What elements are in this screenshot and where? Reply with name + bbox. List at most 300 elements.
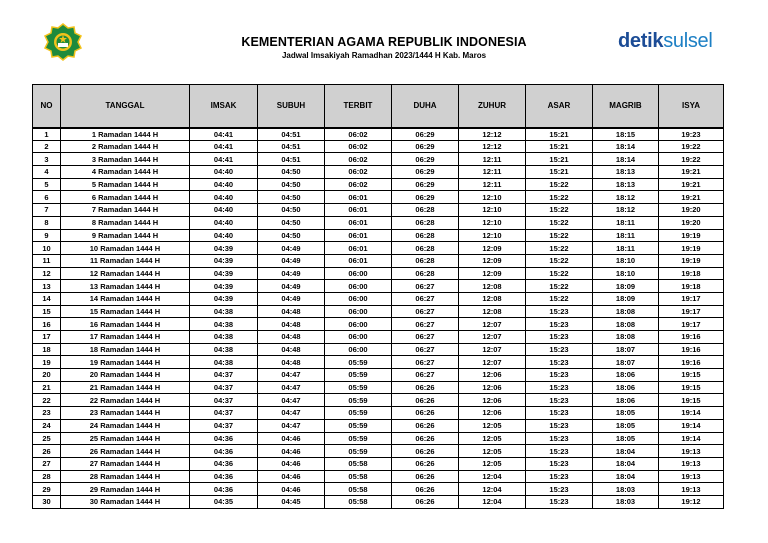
table-row (33, 229, 724, 242)
cell-subuh: 04:48 (258, 318, 325, 331)
cell-tanggal: 15 Ramadan 1444 H (61, 305, 190, 318)
cell-tanggal: 27 Ramadan 1444 H (61, 457, 190, 470)
cell-terbit: 05:59 (325, 419, 392, 432)
cell-isya: 19:15 (659, 381, 724, 394)
cell-no: 19 (33, 356, 61, 369)
cell-zuhur: 12:08 (459, 280, 526, 293)
cell-subuh: 04:50 (258, 191, 325, 204)
cell-no: 2 (33, 140, 61, 153)
cell-duha: 06:29 (392, 178, 459, 191)
cell-duha: 06:26 (392, 419, 459, 432)
table-row (33, 407, 724, 420)
cell-no: 23 (33, 407, 61, 420)
cell-magrib: 18:03 (593, 483, 659, 496)
cell-tanggal: 24 Ramadan 1444 H (61, 419, 190, 432)
cell-asar: 15:22 (526, 216, 593, 229)
cell-no: 18 (33, 343, 61, 356)
cell-zuhur: 12:09 (459, 267, 526, 280)
cell-subuh: 04:48 (258, 331, 325, 344)
cell-asar: 15:23 (526, 432, 593, 445)
cell-duha: 06:28 (392, 229, 459, 242)
cell-no: 28 (33, 470, 61, 483)
cell-tanggal: 8 Ramadan 1444 H (61, 216, 190, 229)
cell-imsak: 04:36 (190, 445, 258, 458)
cell-tanggal: 18 Ramadan 1444 H (61, 343, 190, 356)
cell-magrib: 18:14 (593, 153, 659, 166)
cell-imsak: 04:39 (190, 267, 258, 280)
cell-duha: 06:27 (392, 331, 459, 344)
cell-magrib: 18:08 (593, 318, 659, 331)
cell-zuhur: 12:04 (459, 495, 526, 508)
table-header-row (33, 85, 724, 128)
cell-asar: 15:23 (526, 495, 593, 508)
table-row (33, 343, 724, 356)
cell-asar: 15:23 (526, 483, 593, 496)
cell-imsak: 04:37 (190, 369, 258, 382)
cell-terbit: 05:59 (325, 445, 392, 458)
cell-subuh: 04:48 (258, 305, 325, 318)
page-title: KEMENTERIAN AGAMA REPUBLIK INDONESIA (241, 35, 527, 49)
cell-imsak: 04:39 (190, 254, 258, 267)
cell-no: 10 (33, 242, 61, 255)
cell-terbit: 05:58 (325, 470, 392, 483)
cell-subuh: 04:49 (258, 254, 325, 267)
table-row (33, 292, 724, 305)
cell-magrib: 18:03 (593, 495, 659, 508)
cell-imsak: 04:36 (190, 483, 258, 496)
cell-isya: 19:20 (659, 216, 724, 229)
cell-asar: 15:22 (526, 178, 593, 191)
cell-duha: 06:26 (392, 407, 459, 420)
cell-terbit: 05:58 (325, 495, 392, 508)
brand-part1: detik (618, 30, 664, 52)
cell-no: 27 (33, 457, 61, 470)
cell-isya: 19:13 (659, 445, 724, 458)
cell-tanggal: 16 Ramadan 1444 H (61, 318, 190, 331)
cell-duha: 06:26 (392, 483, 459, 496)
cell-asar: 15:22 (526, 254, 593, 267)
cell-tanggal: 25 Ramadan 1444 H (61, 432, 190, 445)
cell-duha: 06:29 (392, 191, 459, 204)
cell-subuh: 04:50 (258, 216, 325, 229)
cell-no: 4 (33, 166, 61, 179)
cell-terbit: 05:58 (325, 483, 392, 496)
page-subtitle: Jadwal Imsakiyah Ramadhan 2023/1444 H Kab. Maros (281, 51, 487, 60)
cell-terbit: 05:59 (325, 381, 392, 394)
cell-duha: 06:27 (392, 305, 459, 318)
cell-duha: 06:27 (392, 292, 459, 305)
cell-magrib: 18:11 (593, 242, 659, 255)
table-row (33, 483, 724, 496)
cell-zuhur: 12:12 (459, 140, 526, 153)
brand-part2: sulsel (663, 30, 713, 52)
cell-magrib: 18:06 (593, 369, 659, 382)
table-row (33, 305, 724, 318)
cell-asar: 15:23 (526, 407, 593, 420)
cell-magrib: 18:04 (593, 457, 659, 470)
cell-imsak: 04:40 (190, 229, 258, 242)
cell-isya: 19:14 (659, 419, 724, 432)
column-header-tanggal: TANGGAL (61, 85, 190, 128)
cell-no: 7 (33, 204, 61, 217)
cell-terbit: 06:01 (325, 216, 392, 229)
cell-terbit: 06:01 (325, 242, 392, 255)
cell-duha: 06:29 (392, 140, 459, 153)
cell-subuh: 04:51 (258, 128, 325, 141)
cell-no: 29 (33, 483, 61, 496)
table-row (33, 140, 724, 153)
cell-no: 3 (33, 153, 61, 166)
cell-terbit: 06:00 (325, 292, 392, 305)
cell-tanggal: 1 Ramadan 1444 H (61, 128, 190, 141)
cell-duha: 06:28 (392, 254, 459, 267)
cell-no: 20 (33, 369, 61, 382)
cell-imsak: 04:38 (190, 356, 258, 369)
table-row (33, 178, 724, 191)
cell-terbit: 06:01 (325, 229, 392, 242)
cell-terbit: 06:02 (325, 128, 392, 141)
cell-tanggal: 13 Ramadan 1444 H (61, 280, 190, 293)
cell-terbit: 05:59 (325, 394, 392, 407)
cell-isya: 19:13 (659, 457, 724, 470)
cell-isya: 19:19 (659, 242, 724, 255)
cell-zuhur: 12:11 (459, 178, 526, 191)
cell-asar: 15:22 (526, 292, 593, 305)
cell-asar: 15:23 (526, 457, 593, 470)
cell-duha: 06:29 (392, 128, 459, 141)
cell-magrib: 18:12 (593, 204, 659, 217)
schedule-table (32, 84, 724, 509)
cell-isya: 19:21 (659, 166, 724, 179)
cell-tanggal: 26 Ramadan 1444 H (61, 445, 190, 458)
table-row (33, 381, 724, 394)
cell-terbit: 06:01 (325, 204, 392, 217)
cell-terbit: 05:58 (325, 457, 392, 470)
cell-tanggal: 17 Ramadan 1444 H (61, 331, 190, 344)
cell-no: 6 (33, 191, 61, 204)
cell-tanggal: 2 Ramadan 1444 H (61, 140, 190, 153)
cell-zuhur: 12:09 (459, 254, 526, 267)
cell-zuhur: 12:05 (459, 457, 526, 470)
cell-asar: 15:23 (526, 369, 593, 382)
cell-asar: 15:21 (526, 140, 593, 153)
table-row (33, 445, 724, 458)
cell-zuhur: 12:07 (459, 356, 526, 369)
cell-terbit: 06:02 (325, 153, 392, 166)
table-row (33, 254, 724, 267)
brand-logo (618, 28, 713, 54)
cell-isya: 19:14 (659, 407, 724, 420)
cell-imsak: 04:40 (190, 191, 258, 204)
cell-duha: 06:29 (392, 153, 459, 166)
cell-no: 22 (33, 394, 61, 407)
cell-subuh: 04:49 (258, 267, 325, 280)
cell-asar: 15:23 (526, 381, 593, 394)
cell-no: 30 (33, 495, 61, 508)
table-row (33, 394, 724, 407)
cell-zuhur: 12:06 (459, 369, 526, 382)
cell-isya: 19:12 (659, 495, 724, 508)
cell-asar: 15:22 (526, 204, 593, 217)
table-row (33, 166, 724, 179)
cell-isya: 19:23 (659, 128, 724, 141)
cell-tanggal: 30 Ramadan 1444 H (61, 495, 190, 508)
cell-asar: 15:23 (526, 419, 593, 432)
cell-subuh: 04:50 (258, 178, 325, 191)
cell-terbit: 05:59 (325, 369, 392, 382)
cell-imsak: 04:41 (190, 140, 258, 153)
cell-subuh: 04:46 (258, 457, 325, 470)
cell-isya: 19:21 (659, 178, 724, 191)
cell-asar: 15:23 (526, 470, 593, 483)
cell-tanggal: 19 Ramadan 1444 H (61, 356, 190, 369)
cell-asar: 15:22 (526, 242, 593, 255)
cell-asar: 15:23 (526, 445, 593, 458)
cell-zuhur: 12:07 (459, 331, 526, 344)
cell-asar: 15:22 (526, 267, 593, 280)
column-header-zuhur: ZUHUR (459, 85, 526, 128)
cell-isya: 19:16 (659, 331, 724, 344)
cell-tanggal: 20 Ramadan 1444 H (61, 369, 190, 382)
table-row (33, 432, 724, 445)
table-row (33, 153, 724, 166)
cell-zuhur: 12:10 (459, 191, 526, 204)
table-row (33, 204, 724, 217)
cell-zuhur: 12:05 (459, 445, 526, 458)
cell-magrib: 18:04 (593, 470, 659, 483)
cell-asar: 15:23 (526, 343, 593, 356)
cell-magrib: 18:15 (593, 128, 659, 141)
cell-isya: 19:22 (659, 153, 724, 166)
cell-magrib: 18:10 (593, 267, 659, 280)
cell-imsak: 04:41 (190, 128, 258, 141)
cell-tanggal: 11 Ramadan 1444 H (61, 254, 190, 267)
cell-subuh: 04:50 (258, 229, 325, 242)
cell-isya: 19:15 (659, 369, 724, 382)
cell-magrib: 18:13 (593, 178, 659, 191)
cell-terbit: 06:02 (325, 178, 392, 191)
cell-asar: 15:23 (526, 331, 593, 344)
cell-subuh: 04:48 (258, 356, 325, 369)
cell-isya: 19:16 (659, 343, 724, 356)
cell-no: 8 (33, 216, 61, 229)
cell-asar: 15:21 (526, 166, 593, 179)
cell-subuh: 04:47 (258, 381, 325, 394)
cell-tanggal: 21 Ramadan 1444 H (61, 381, 190, 394)
cell-magrib: 18:05 (593, 419, 659, 432)
cell-zuhur: 12:08 (459, 292, 526, 305)
cell-subuh: 04:48 (258, 343, 325, 356)
cell-tanggal: 23 Ramadan 1444 H (61, 407, 190, 420)
cell-isya: 19:19 (659, 229, 724, 242)
cell-terbit: 05:59 (325, 407, 392, 420)
cell-magrib: 18:10 (593, 254, 659, 267)
cell-imsak: 04:38 (190, 305, 258, 318)
cell-tanggal: 6 Ramadan 1444 H (61, 191, 190, 204)
cell-tanggal: 29 Ramadan 1444 H (61, 483, 190, 496)
cell-magrib: 18:11 (593, 229, 659, 242)
cell-terbit: 06:00 (325, 343, 392, 356)
cell-magrib: 18:04 (593, 445, 659, 458)
cell-imsak: 04:41 (190, 153, 258, 166)
cell-imsak: 04:38 (190, 331, 258, 344)
cell-subuh: 04:51 (258, 140, 325, 153)
cell-no: 12 (33, 267, 61, 280)
cell-terbit: 06:01 (325, 191, 392, 204)
cell-terbit: 05:59 (325, 356, 392, 369)
cell-isya: 19:13 (659, 483, 724, 496)
cell-duha: 06:26 (392, 495, 459, 508)
cell-zuhur: 12:07 (459, 318, 526, 331)
cell-imsak: 04:40 (190, 166, 258, 179)
table-row (33, 216, 724, 229)
cell-zuhur: 12:06 (459, 394, 526, 407)
cell-imsak: 04:36 (190, 470, 258, 483)
cell-magrib: 18:09 (593, 292, 659, 305)
cell-duha: 06:26 (392, 470, 459, 483)
cell-subuh: 04:45 (258, 495, 325, 508)
cell-duha: 06:27 (392, 343, 459, 356)
cell-duha: 06:26 (392, 381, 459, 394)
cell-terbit: 06:00 (325, 318, 392, 331)
cell-no: 13 (33, 280, 61, 293)
cell-imsak: 04:40 (190, 216, 258, 229)
cell-asar: 15:23 (526, 318, 593, 331)
cell-imsak: 04:39 (190, 242, 258, 255)
cell-zuhur: 12:06 (459, 407, 526, 420)
cell-magrib: 18:07 (593, 343, 659, 356)
cell-zuhur: 12:12 (459, 128, 526, 141)
cell-magrib: 18:05 (593, 407, 659, 420)
cell-subuh: 04:49 (258, 280, 325, 293)
cell-subuh: 04:46 (258, 445, 325, 458)
cell-tanggal: 9 Ramadan 1444 H (61, 229, 190, 242)
cell-duha: 06:26 (392, 457, 459, 470)
cell-no: 21 (33, 381, 61, 394)
cell-no: 9 (33, 229, 61, 242)
cell-isya: 19:15 (659, 394, 724, 407)
cell-asar: 15:22 (526, 280, 593, 293)
cell-subuh: 04:46 (258, 483, 325, 496)
table-row (33, 128, 724, 141)
cell-isya: 19:20 (659, 204, 724, 217)
cell-terbit: 06:02 (325, 166, 392, 179)
cell-imsak: 04:38 (190, 318, 258, 331)
column-header-imsak: IMSAK (190, 85, 258, 128)
table-row (33, 191, 724, 204)
cell-imsak: 04:39 (190, 292, 258, 305)
cell-terbit: 06:00 (325, 267, 392, 280)
cell-imsak: 04:37 (190, 394, 258, 407)
cell-tanggal: 14 Ramadan 1444 H (61, 292, 190, 305)
cell-duha: 06:27 (392, 369, 459, 382)
cell-zuhur: 12:08 (459, 305, 526, 318)
cell-zuhur: 12:07 (459, 343, 526, 356)
cell-zuhur: 12:04 (459, 483, 526, 496)
table-row (33, 331, 724, 344)
cell-magrib: 18:13 (593, 166, 659, 179)
cell-magrib: 18:07 (593, 356, 659, 369)
cell-imsak: 04:38 (190, 343, 258, 356)
cell-no: 1 (33, 128, 61, 141)
cell-imsak: 04:37 (190, 407, 258, 420)
cell-zuhur: 12:11 (459, 153, 526, 166)
column-header-asar: ASAR (526, 85, 593, 128)
cell-imsak: 04:40 (190, 204, 258, 217)
cell-duha: 06:26 (392, 394, 459, 407)
cell-no: 16 (33, 318, 61, 331)
table-row (33, 318, 724, 331)
cell-subuh: 04:47 (258, 394, 325, 407)
cell-no: 17 (33, 331, 61, 344)
cell-duha: 06:27 (392, 280, 459, 293)
cell-zuhur: 12:04 (459, 470, 526, 483)
cell-asar: 15:23 (526, 305, 593, 318)
cell-no: 15 (33, 305, 61, 318)
cell-tanggal: 7 Ramadan 1444 H (61, 204, 190, 217)
cell-subuh: 04:46 (258, 432, 325, 445)
cell-asar: 15:23 (526, 394, 593, 407)
cell-terbit: 05:59 (325, 432, 392, 445)
cell-zuhur: 12:11 (459, 166, 526, 179)
cell-subuh: 04:50 (258, 204, 325, 217)
cell-tanggal: 12 Ramadan 1444 H (61, 267, 190, 280)
cell-imsak: 04:39 (190, 280, 258, 293)
cell-subuh: 04:47 (258, 369, 325, 382)
table-row (33, 267, 724, 280)
cell-duha: 06:27 (392, 318, 459, 331)
table-row (33, 457, 724, 470)
cell-tanggal: 22 Ramadan 1444 H (61, 394, 190, 407)
table-row (33, 369, 724, 382)
table-row (33, 470, 724, 483)
cell-terbit: 06:00 (325, 305, 392, 318)
cell-zuhur: 12:06 (459, 381, 526, 394)
cell-imsak: 04:37 (190, 419, 258, 432)
cell-duha: 06:27 (392, 356, 459, 369)
column-header-subuh: SUBUH (258, 85, 325, 128)
cell-imsak: 04:36 (190, 457, 258, 470)
table-row (33, 280, 724, 293)
column-header-duha: DUHA (392, 85, 459, 128)
cell-tanggal: 4 Ramadan 1444 H (61, 166, 190, 179)
cell-zuhur: 12:05 (459, 419, 526, 432)
cell-magrib: 18:09 (593, 280, 659, 293)
cell-zuhur: 12:09 (459, 242, 526, 255)
cell-subuh: 04:49 (258, 242, 325, 255)
cell-zuhur: 12:10 (459, 216, 526, 229)
cell-subuh: 04:50 (258, 166, 325, 179)
cell-asar: 15:21 (526, 128, 593, 141)
cell-isya: 19:17 (659, 318, 724, 331)
cell-asar: 15:22 (526, 229, 593, 242)
cell-magrib: 18:12 (593, 191, 659, 204)
cell-isya: 19:19 (659, 254, 724, 267)
cell-magrib: 18:08 (593, 331, 659, 344)
cell-magrib: 18:05 (593, 432, 659, 445)
cell-duha: 06:26 (392, 445, 459, 458)
cell-terbit: 06:00 (325, 280, 392, 293)
cell-isya: 19:13 (659, 470, 724, 483)
cell-zuhur: 12:10 (459, 204, 526, 217)
cell-isya: 19:18 (659, 267, 724, 280)
table-row (33, 495, 724, 508)
cell-isya: 19:17 (659, 305, 724, 318)
table-body (33, 128, 724, 509)
cell-magrib: 18:11 (593, 216, 659, 229)
cell-subuh: 04:49 (258, 292, 325, 305)
cell-no: 5 (33, 178, 61, 191)
